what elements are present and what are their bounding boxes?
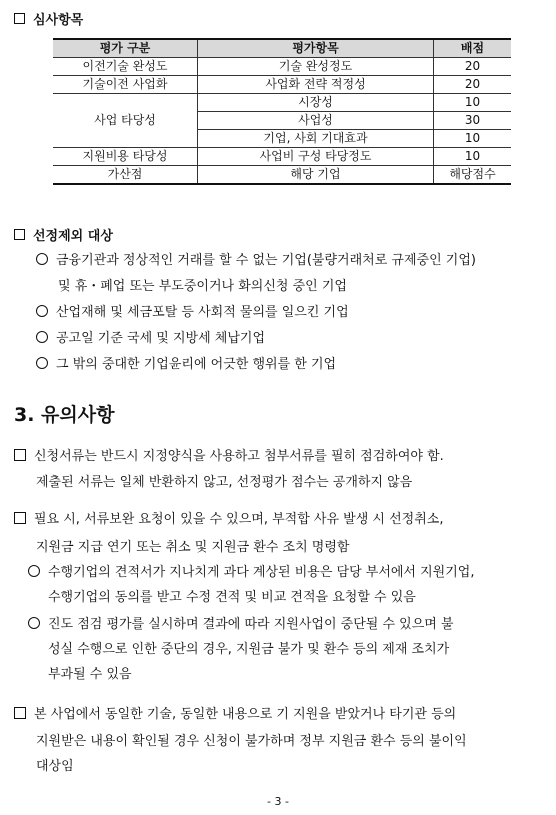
evaluation-table (53, 38, 511, 185)
table-cell: 기술이전 사업화 (53, 76, 198, 94)
table-cell: 사업 타당성 (53, 94, 198, 148)
table-header-cell: 평가항목 (198, 39, 434, 58)
list-item-text: 금융기관과 정상적인 거래를 할 수 없는 기업(불량거래처로 규제중인 기업) (56, 253, 476, 268)
note-paragraph (14, 445, 444, 464)
list-item-text: 산업재해 및 세금포탈 등 사회적 물의를 일으킨 기업 (56, 305, 349, 320)
table-row (53, 166, 511, 185)
note-continuation: 지원받은 내용이 확인될 경우 신청이 불가하며 정부 지원금 환수 등의 불이익 (36, 734, 467, 749)
circle-bullet-icon (36, 253, 48, 265)
table-row (53, 94, 511, 112)
note-text: 신청서류는 반드시 지정양식을 사용하고 첨부서류를 필히 점검하여야 함. (34, 449, 444, 464)
note-continuation: 지원금 지급 연기 또는 취소 및 지원금 환수 조치 명령함 (36, 540, 350, 555)
circle-bullet-icon (28, 617, 40, 629)
table-header-cell: 평가 구분 (53, 39, 198, 58)
note-subitem (28, 561, 475, 580)
table-cell: 해당점수 (434, 166, 512, 185)
table-row (53, 148, 511, 166)
table-cell: 기술 완성정도 (198, 58, 434, 76)
table-cell: 해당 기업 (198, 166, 434, 185)
table-cell: 10 (434, 148, 512, 166)
section-title: 선정제외 대상 (33, 229, 113, 244)
list-item-text: 공고일 기준 국세 및 지방세 체납기업 (56, 331, 266, 346)
note-subitem (28, 613, 454, 632)
table-cell: 20 (434, 76, 512, 94)
table-header-cell: 배점 (434, 39, 512, 58)
note-continuation: 성실 수행으로 인한 중단의 경우, 지원금 불가 및 환수 등의 제재 조치가 (48, 642, 450, 657)
page-number: - 3 - (267, 795, 289, 808)
circle-bullet-icon (36, 357, 48, 369)
table-cell: 30 (434, 112, 512, 130)
note-text: 필요 시, 서류보완 요청이 있을 수 있으며, 부적합 사유 발생 시 선정취소, (34, 512, 444, 527)
table-cell: 기업, 사회 기대효과 (198, 130, 434, 148)
section-title: 심사항목 (33, 13, 84, 28)
table-header-row (53, 39, 511, 58)
circle-bullet-icon (36, 305, 48, 317)
section-exclusion (14, 225, 113, 244)
table-cell: 사업성 (198, 112, 434, 130)
table-cell: 이전기술 완성도 (53, 58, 198, 76)
note-continuation: 대상임 (36, 759, 74, 774)
table-cell: 10 (434, 130, 512, 148)
list-item (36, 301, 349, 320)
note-continuation: 제출된 서류는 일체 반환하지 않고, 선정평가 점수는 공개하지 않음 (36, 475, 413, 490)
checkbox-square-icon (14, 13, 25, 24)
checkbox-square-icon (14, 449, 26, 461)
table-cell: 지원비용 타당성 (53, 148, 198, 166)
section-heading: 3. 유의사항 (14, 404, 115, 426)
note-continuation: 부과될 수 있음 (48, 667, 132, 682)
table-cell: 10 (434, 94, 512, 112)
note-subitem-text: 진도 점검 평가를 실시하며 결과에 따라 지원사업이 중단될 수 있으며 불 (48, 617, 454, 632)
list-item (36, 353, 336, 372)
section-review-items (14, 9, 83, 28)
list-item-text: 그 밖의 중대한 기업윤리에 어긋한 행위를 한 기업 (56, 357, 337, 372)
circle-bullet-icon (28, 565, 40, 577)
table-cell: 사업화 전략 적정성 (198, 76, 434, 94)
checkbox-square-icon (14, 229, 25, 240)
list-item (36, 327, 265, 346)
list-item (36, 249, 476, 268)
note-paragraph (14, 508, 443, 527)
checkbox-square-icon (14, 707, 26, 719)
table-row (53, 76, 511, 94)
table-cell: 가산점 (53, 166, 198, 185)
table-row (53, 58, 511, 76)
table-cell: 시장성 (198, 94, 434, 112)
note-text: 본 사업에서 동일한 기술, 동일한 내용으로 기 지원을 받았거나 타기관 등의 (34, 707, 457, 722)
table-cell: 20 (434, 58, 512, 76)
note-paragraph (14, 703, 456, 722)
table-cell: 사업비 구성 타당정도 (198, 148, 434, 166)
circle-bullet-icon (36, 331, 48, 343)
list-item-continuation: 및 휴・폐업 또는 부도중이거나 화의신청 중인 기업 (58, 279, 347, 294)
checkbox-square-icon (14, 512, 26, 524)
note-continuation: 수행기업의 동의를 받고 수정 견적 및 비교 견적을 요청할 수 있음 (48, 590, 416, 605)
note-subitem-text: 수행기업의 견적서가 지나치게 과다 계상된 비용은 담당 부서에서 지원기업, (48, 565, 475, 580)
